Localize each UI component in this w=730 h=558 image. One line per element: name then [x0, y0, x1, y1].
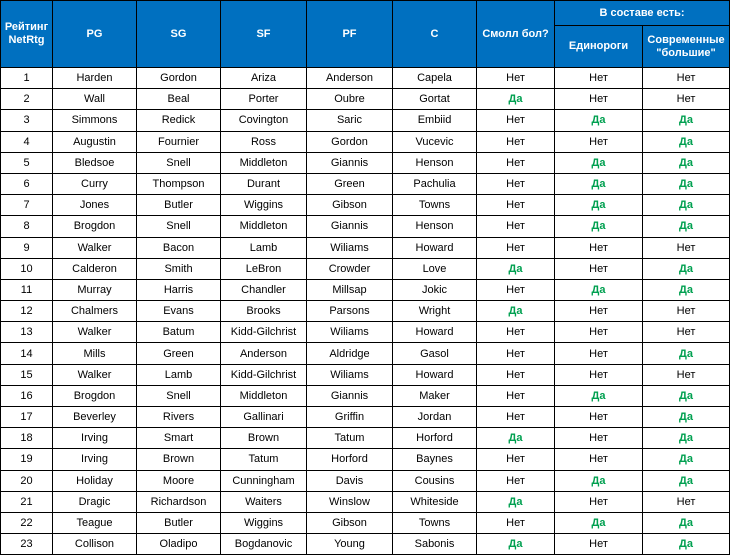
table-row	[1, 343, 730, 364]
cell-c: Howard	[393, 322, 477, 343]
cell-small-ball: Да	[477, 89, 555, 110]
cell-pg: Jones	[53, 195, 137, 216]
cell-modern-bigs: Да	[643, 470, 730, 491]
cell-c: Howard	[393, 237, 477, 258]
cell-modern-bigs: Да	[643, 216, 730, 237]
cell-modern-bigs: Да	[643, 534, 730, 555]
table-row	[1, 428, 730, 449]
cell-pg: Wall	[53, 89, 137, 110]
table-row	[1, 89, 730, 110]
cell-unicorns: Нет	[555, 534, 643, 555]
cell-unicorns: Нет	[555, 407, 643, 428]
cell-sg: Richardson	[137, 491, 221, 512]
cell-c: Wright	[393, 301, 477, 322]
header-sf: SF	[221, 1, 307, 68]
cell-pg: Holiday	[53, 470, 137, 491]
cell-rank: 15	[1, 364, 53, 385]
cell-small-ball: Нет	[477, 385, 555, 406]
cell-unicorns: Да	[555, 216, 643, 237]
header-modern-bigs: Современные "большие"	[643, 26, 730, 68]
cell-sg: Harris	[137, 279, 221, 300]
cell-unicorns: Да	[555, 279, 643, 300]
cell-sg: Fournier	[137, 131, 221, 152]
cell-rank: 3	[1, 110, 53, 131]
cell-unicorns: Нет	[555, 237, 643, 258]
table-row	[1, 385, 730, 406]
cell-rank: 13	[1, 322, 53, 343]
cell-small-ball: Да	[477, 428, 555, 449]
cell-pg: Chalmers	[53, 301, 137, 322]
cell-modern-bigs: Да	[643, 279, 730, 300]
cell-pg: Brogdon	[53, 385, 137, 406]
cell-c: Towns	[393, 195, 477, 216]
table-row	[1, 131, 730, 152]
cell-modern-bigs: Да	[643, 428, 730, 449]
cell-pf: Gordon	[307, 131, 393, 152]
header-small-ball: Смолл бол?	[477, 1, 555, 68]
cell-pg: Walker	[53, 364, 137, 385]
cell-pf: Giannis	[307, 152, 393, 173]
cell-small-ball: Нет	[477, 110, 555, 131]
cell-rank: 7	[1, 195, 53, 216]
cell-sf: Tatum	[221, 449, 307, 470]
table-row	[1, 301, 730, 322]
cell-c: Capela	[393, 68, 477, 89]
cell-unicorns: Нет	[555, 89, 643, 110]
cell-small-ball: Да	[477, 491, 555, 512]
cell-pf: Griffin	[307, 407, 393, 428]
cell-unicorns: Нет	[555, 449, 643, 470]
cell-rank: 6	[1, 173, 53, 194]
cell-sg: Snell	[137, 216, 221, 237]
cell-sf: Kidd-Gilchrist	[221, 364, 307, 385]
cell-sg: Evans	[137, 301, 221, 322]
cell-sf: Durant	[221, 173, 307, 194]
cell-rank: 17	[1, 407, 53, 428]
cell-sg: Bacon	[137, 237, 221, 258]
table-row	[1, 68, 730, 89]
cell-sg: Butler	[137, 512, 221, 533]
cell-pg: Curry	[53, 173, 137, 194]
table-body	[1, 68, 730, 555]
cell-sf: Porter	[221, 89, 307, 110]
cell-small-ball: Нет	[477, 173, 555, 194]
cell-pf: Young	[307, 534, 393, 555]
cell-unicorns: Нет	[555, 428, 643, 449]
cell-c: Vucevic	[393, 131, 477, 152]
cell-modern-bigs: Нет	[643, 301, 730, 322]
cell-small-ball: Нет	[477, 152, 555, 173]
cell-unicorns: Нет	[555, 258, 643, 279]
cell-c: Love	[393, 258, 477, 279]
cell-small-ball: Нет	[477, 407, 555, 428]
cell-unicorns: Да	[555, 173, 643, 194]
table-row	[1, 534, 730, 555]
cell-rank: 18	[1, 428, 53, 449]
cell-small-ball: Да	[477, 258, 555, 279]
cell-pf: Wiliams	[307, 237, 393, 258]
cell-pf: Giannis	[307, 216, 393, 237]
cell-rank: 9	[1, 237, 53, 258]
cell-modern-bigs: Да	[643, 195, 730, 216]
cell-pf: Anderson	[307, 68, 393, 89]
cell-unicorns: Да	[555, 195, 643, 216]
cell-c: Towns	[393, 512, 477, 533]
header-pf: PF	[307, 1, 393, 68]
cell-c: Baynes	[393, 449, 477, 470]
header-unicorns: Единороги	[555, 26, 643, 68]
cell-sg: Moore	[137, 470, 221, 491]
table-row	[1, 470, 730, 491]
cell-sf: Wiggins	[221, 195, 307, 216]
cell-modern-bigs: Нет	[643, 68, 730, 89]
cell-modern-bigs: Да	[643, 512, 730, 533]
cell-modern-bigs: Нет	[643, 364, 730, 385]
table-row	[1, 364, 730, 385]
cell-sg: Gordon	[137, 68, 221, 89]
cell-rank: 2	[1, 89, 53, 110]
cell-modern-bigs: Да	[643, 173, 730, 194]
cell-modern-bigs: Да	[643, 407, 730, 428]
cell-sg: Smith	[137, 258, 221, 279]
cell-unicorns: Нет	[555, 364, 643, 385]
cell-unicorns: Нет	[555, 301, 643, 322]
cell-sf: Cunningham	[221, 470, 307, 491]
cell-unicorns: Нет	[555, 343, 643, 364]
cell-unicorns: Да	[555, 512, 643, 533]
table-row	[1, 322, 730, 343]
cell-rank: 11	[1, 279, 53, 300]
cell-small-ball: Да	[477, 301, 555, 322]
cell-pf: Gibson	[307, 512, 393, 533]
cell-pf: Wiliams	[307, 322, 393, 343]
cell-unicorns: Да	[555, 152, 643, 173]
cell-pg: Dragic	[53, 491, 137, 512]
header-sg: SG	[137, 1, 221, 68]
cell-small-ball: Нет	[477, 195, 555, 216]
cell-modern-bigs: Нет	[643, 89, 730, 110]
cell-sg: Green	[137, 343, 221, 364]
table-row	[1, 449, 730, 470]
cell-sf: Gallinari	[221, 407, 307, 428]
cell-sf: Lamb	[221, 237, 307, 258]
cell-sg: Oladipo	[137, 534, 221, 555]
table-header	[1, 1, 730, 68]
header-rating: Рейтинг NetRtg	[1, 1, 53, 68]
cell-small-ball: Нет	[477, 131, 555, 152]
cell-modern-bigs: Да	[643, 449, 730, 470]
cell-sf: Waiters	[221, 491, 307, 512]
cell-sg: Butler	[137, 195, 221, 216]
cell-modern-bigs: Нет	[643, 322, 730, 343]
cell-rank: 20	[1, 470, 53, 491]
cell-sg: Snell	[137, 385, 221, 406]
table-row	[1, 512, 730, 533]
header-group: В составе есть:	[555, 1, 730, 26]
cell-pf: Gibson	[307, 195, 393, 216]
cell-unicorns: Нет	[555, 322, 643, 343]
cell-rank: 23	[1, 534, 53, 555]
cell-rank: 10	[1, 258, 53, 279]
cell-sf: Ross	[221, 131, 307, 152]
cell-pg: Calderon	[53, 258, 137, 279]
cell-sg: Brown	[137, 449, 221, 470]
cell-rank: 4	[1, 131, 53, 152]
cell-small-ball: Нет	[477, 449, 555, 470]
cell-pg: Bledsoe	[53, 152, 137, 173]
cell-pf: Wiliams	[307, 364, 393, 385]
cell-sf: Middleton	[221, 152, 307, 173]
cell-pg: Augustin	[53, 131, 137, 152]
cell-pf: Green	[307, 173, 393, 194]
cell-c: Jordan	[393, 407, 477, 428]
cell-pg: Collison	[53, 534, 137, 555]
cell-sf: Kidd-Gilchrist	[221, 322, 307, 343]
cell-pf: Horford	[307, 449, 393, 470]
cell-rank: 14	[1, 343, 53, 364]
cell-pg: Simmons	[53, 110, 137, 131]
cell-small-ball: Нет	[477, 470, 555, 491]
cell-unicorns: Нет	[555, 68, 643, 89]
cell-c: Jokic	[393, 279, 477, 300]
cell-sg: Redick	[137, 110, 221, 131]
cell-pf: Oubre	[307, 89, 393, 110]
cell-c: Gasol	[393, 343, 477, 364]
cell-small-ball: Нет	[477, 364, 555, 385]
cell-sf: Brown	[221, 428, 307, 449]
table-row	[1, 173, 730, 194]
cell-c: Pachulia	[393, 173, 477, 194]
cell-sg: Lamb	[137, 364, 221, 385]
cell-rank: 8	[1, 216, 53, 237]
cell-unicorns: Нет	[555, 491, 643, 512]
table-row	[1, 491, 730, 512]
cell-c: Sabonis	[393, 534, 477, 555]
cell-small-ball: Нет	[477, 68, 555, 89]
cell-rank: 5	[1, 152, 53, 173]
cell-unicorns: Да	[555, 470, 643, 491]
cell-rank: 12	[1, 301, 53, 322]
cell-small-ball: Нет	[477, 279, 555, 300]
cell-c: Henson	[393, 216, 477, 237]
cell-small-ball: Нет	[477, 216, 555, 237]
cell-small-ball: Нет	[477, 237, 555, 258]
cell-c: Maker	[393, 385, 477, 406]
cell-sg: Beal	[137, 89, 221, 110]
cell-sg: Batum	[137, 322, 221, 343]
cell-modern-bigs: Да	[643, 110, 730, 131]
cell-sf: Bogdanovic	[221, 534, 307, 555]
cell-sf: Wiggins	[221, 512, 307, 533]
cell-pg: Walker	[53, 237, 137, 258]
cell-c: Whiteside	[393, 491, 477, 512]
table-row	[1, 258, 730, 279]
cell-pf: Winslow	[307, 491, 393, 512]
cell-c: Embiid	[393, 110, 477, 131]
cell-pg: Mills	[53, 343, 137, 364]
cell-pg: Beverley	[53, 407, 137, 428]
cell-small-ball: Нет	[477, 343, 555, 364]
cell-sf: Ariza	[221, 68, 307, 89]
cell-unicorns: Да	[555, 110, 643, 131]
cell-modern-bigs: Да	[643, 258, 730, 279]
cell-modern-bigs: Да	[643, 152, 730, 173]
cell-pf: Tatum	[307, 428, 393, 449]
cell-sf: Brooks	[221, 301, 307, 322]
cell-modern-bigs: Да	[643, 131, 730, 152]
cell-modern-bigs: Нет	[643, 237, 730, 258]
cell-sf: Chandler	[221, 279, 307, 300]
cell-rank: 16	[1, 385, 53, 406]
table-row	[1, 407, 730, 428]
cell-small-ball: Нет	[477, 322, 555, 343]
cell-rank: 22	[1, 512, 53, 533]
cell-pg: Harden	[53, 68, 137, 89]
cell-sf: LeBron	[221, 258, 307, 279]
cell-rank: 1	[1, 68, 53, 89]
cell-pf: Giannis	[307, 385, 393, 406]
cell-pf: Crowder	[307, 258, 393, 279]
cell-c: Gortat	[393, 89, 477, 110]
cell-pf: Parsons	[307, 301, 393, 322]
table-row	[1, 279, 730, 300]
cell-sg: Thompson	[137, 173, 221, 194]
table-row	[1, 110, 730, 131]
cell-pg: Brogdon	[53, 216, 137, 237]
cell-pg: Walker	[53, 322, 137, 343]
table-row	[1, 237, 730, 258]
cell-sg: Snell	[137, 152, 221, 173]
cell-unicorns: Нет	[555, 131, 643, 152]
cell-sf: Middleton	[221, 385, 307, 406]
cell-sg: Rivers	[137, 407, 221, 428]
cell-c: Howard	[393, 364, 477, 385]
cell-sf: Anderson	[221, 343, 307, 364]
cell-pg: Murray	[53, 279, 137, 300]
cell-modern-bigs: Да	[643, 343, 730, 364]
cell-pf: Saric	[307, 110, 393, 131]
cell-small-ball: Да	[477, 534, 555, 555]
cell-sf: Covington	[221, 110, 307, 131]
table-row	[1, 195, 730, 216]
cell-rank: 19	[1, 449, 53, 470]
cell-rank: 21	[1, 491, 53, 512]
cell-pf: Davis	[307, 470, 393, 491]
cell-unicorns: Да	[555, 385, 643, 406]
cell-pg: Irving	[53, 449, 137, 470]
cell-pg: Teague	[53, 512, 137, 533]
cell-pf: Millsap	[307, 279, 393, 300]
cell-sf: Middleton	[221, 216, 307, 237]
cell-pg: Irving	[53, 428, 137, 449]
cell-c: Horford	[393, 428, 477, 449]
cell-pf: Aldridge	[307, 343, 393, 364]
cell-modern-bigs: Нет	[643, 491, 730, 512]
cell-c: Cousins	[393, 470, 477, 491]
header-c: C	[393, 1, 477, 68]
cell-sg: Smart	[137, 428, 221, 449]
header-pg: PG	[53, 1, 137, 68]
table-row	[1, 152, 730, 173]
cell-small-ball: Нет	[477, 512, 555, 533]
cell-modern-bigs: Да	[643, 385, 730, 406]
table-row	[1, 216, 730, 237]
cell-c: Henson	[393, 152, 477, 173]
